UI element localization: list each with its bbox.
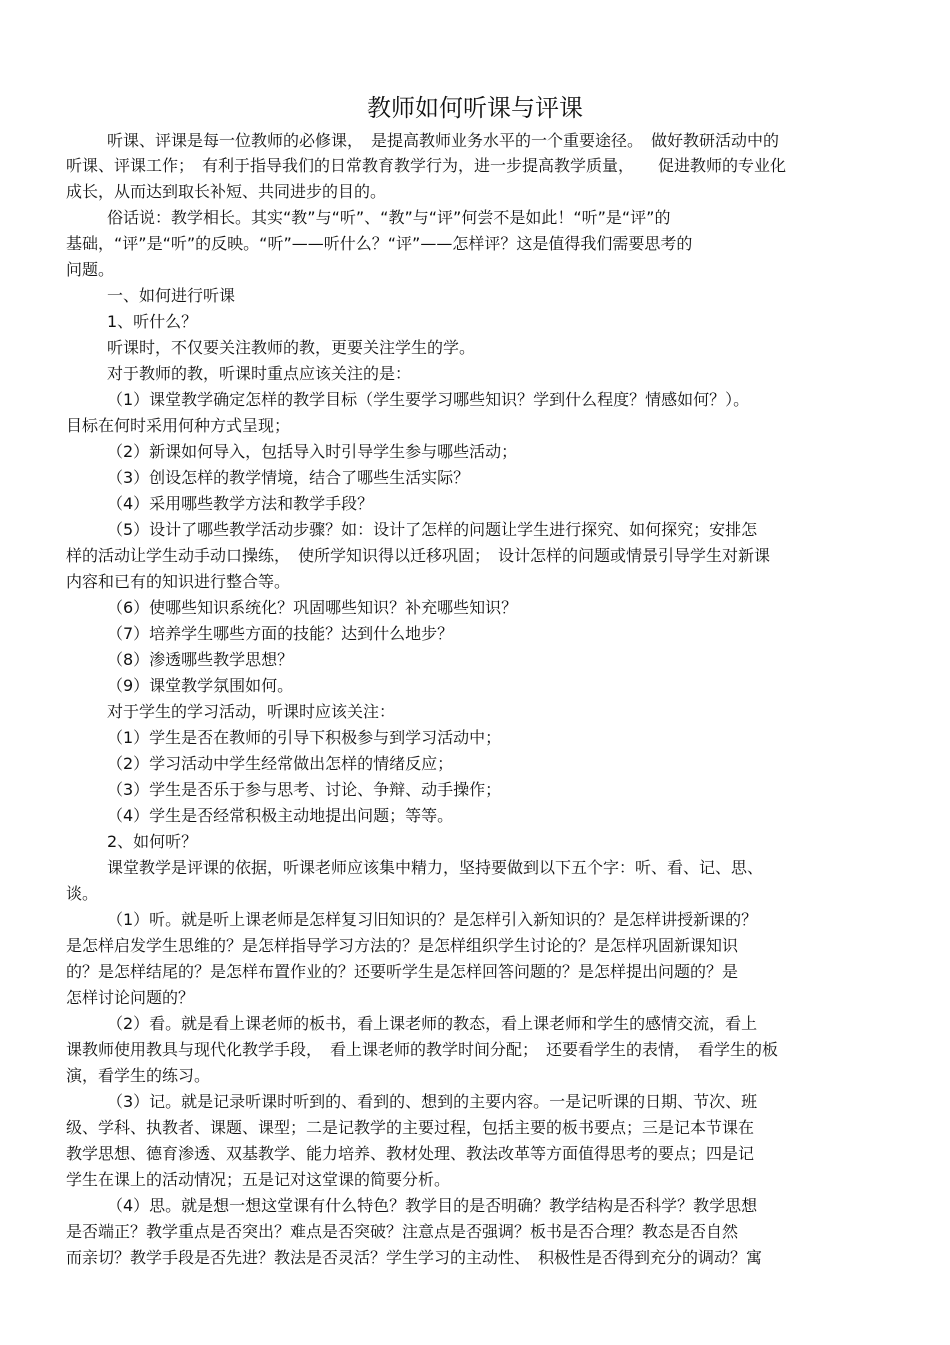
list-item: （2）新课如何导入，包括导入时引导学生参与哪些活动；	[107, 442, 518, 461]
list-item-continuation: 目标在何时采用何种方式呈现；	[66, 416, 291, 435]
list-item: （3）记。就是记录听课时听到的、看到的、想到的主要内容。一是记听课的日期、节次、班	[107, 1092, 758, 1111]
list-item-continuation: 是否端正？教学重点是否突出？难点是否突破？注意点是否强调？板书是否合理？教态是否自然	[66, 1222, 739, 1241]
list-item-continuation: 而亲切？教学手段是否先进？教法是否灵活？学生学习的主动性、 积极性是否得到充分的调动？寓	[66, 1248, 763, 1267]
list-item-continuation: 是怎样启发学生思维的？是怎样指导学习方法的？是怎样组织学生讨论的？是怎样巩固新课知识	[66, 936, 739, 955]
list-item: （8）渗透哪些教学思想？	[107, 650, 294, 669]
paragraph-line: 成长，从而达到取长补短、共同进步的目的。	[66, 182, 387, 201]
list-item-continuation: 演，看学生的练习。	[66, 1066, 211, 1085]
list-item: （1）学生是否在教师的引导下积极参与到学习活动中；	[107, 728, 502, 747]
subsection-heading: 1、听什么？	[107, 312, 198, 331]
list-item: （4）思。就是想一想这堂课有什么特色？教学目的是否明确？教学结构是否科学？教学思想	[107, 1196, 758, 1215]
paragraph-line: 听课时，不仅要关注教师的教，更要关注学生的学。	[107, 338, 476, 357]
section-heading: 一、如何进行听课	[107, 286, 236, 305]
list-item: （4）学生是否经常积极主动地提出问题；等等。	[107, 806, 454, 825]
paragraph-line: 问题。	[66, 260, 115, 279]
list-item: （1）课堂教学确定怎样的教学目标（学生要学习哪些知识？学到什么程度？情感如何？）。	[107, 390, 750, 409]
paragraph-line: 课堂教学是评课的依据，听课老师应该集中精力，坚持要做到以下五个字：听、看、记、思、	[107, 858, 764, 877]
list-item: （1）听。就是听上课老师是怎样复习旧知识的？是怎样引入新知识的？是怎样讲授新课的？	[107, 910, 758, 929]
list-item: （5）设计了哪些教学活动步骤？如：设计了怎样的问题让学生进行探究、如何探究；安排怎	[107, 520, 758, 539]
list-item-continuation: 内容和已有的知识进行整合等。	[66, 572, 291, 591]
list-item: （7）培养学生哪些方面的技能？达到什么地步？	[107, 624, 454, 643]
list-item: （3）学生是否乐于参与思考、讨论、争辩、动手操作；	[107, 780, 502, 799]
page-title: 教师如何听课与评课	[367, 94, 583, 122]
paragraph-line: 听课、评课是每一位教师的必修课， 是提高教师业务水平的一个重要途径。 做好教研活动中的	[107, 131, 780, 150]
list-item: （4）采用哪些教学方法和教学手段？	[107, 494, 374, 513]
list-item: （2）学习活动中学生经常做出怎样的情绪反应；	[107, 754, 454, 773]
list-item: （6）使哪些知识系统化？巩固哪些知识？补充哪些知识？	[107, 598, 518, 617]
list-item: （3）创设怎样的教学情境，结合了哪些生活实际？	[107, 468, 470, 487]
list-item: （9）课堂教学氛围如何。	[107, 676, 294, 695]
list-item-continuation: 级、学科、执教者、课题、课型；二是记教学的主要过程，包括主要的板书要点；三是记本节课在	[66, 1118, 755, 1137]
paragraph-line: 俗话说：教学相长。其实“教”与“听”、“教”与“评”何尝不是如此！“听”是“评”的	[107, 208, 671, 227]
paragraph-line: 听课、评课工作； 有利于指导我们的日常教育教学行为，进一步提高教学质量， 促进教师的专业化	[66, 156, 787, 175]
subsection-heading: 2、如何听？	[107, 832, 198, 851]
paragraph-line: 基础，“评”是“听”的反映。“听”——听什么？“评”——怎样评？这是值得我们需要思考的	[66, 234, 693, 253]
list-item-continuation: 学生在课上的活动情况；五是记对这堂课的简要分析。	[66, 1170, 451, 1189]
list-item-continuation: 课教师使用教具与现代化教学手段， 看上课老师的教学时间分配； 还要看学生的表情， 看学生的板	[66, 1040, 779, 1059]
paragraph-line: 对于学生的学习活动，听课时应该关注：	[107, 702, 396, 721]
list-item-continuation: 的？是怎样结尾的？是怎样布置作业的？还要听学生是怎样回答问题的？是怎样提出问题的？是	[66, 962, 739, 981]
list-item-continuation: 样的活动让学生动手动口操练， 使所学知识得以迁移巩固； 设计怎样的问题或情景引导学生对新课	[66, 546, 771, 565]
list-item-continuation: 怎样讨论问题的？	[66, 988, 195, 1007]
list-item-continuation: 教学思想、德育渗透、双基教学、能力培养、教材处理、教法改革等方面值得思考的要点；四是记	[66, 1144, 755, 1163]
list-item: （2）看。就是看上课老师的板书，看上课老师的教态，看上课老师和学生的感情交流，看上	[107, 1014, 758, 1033]
paragraph-line: 谈。	[66, 884, 99, 903]
paragraph-line: 对于教师的教，听课时重点应该关注的是：	[107, 364, 412, 383]
